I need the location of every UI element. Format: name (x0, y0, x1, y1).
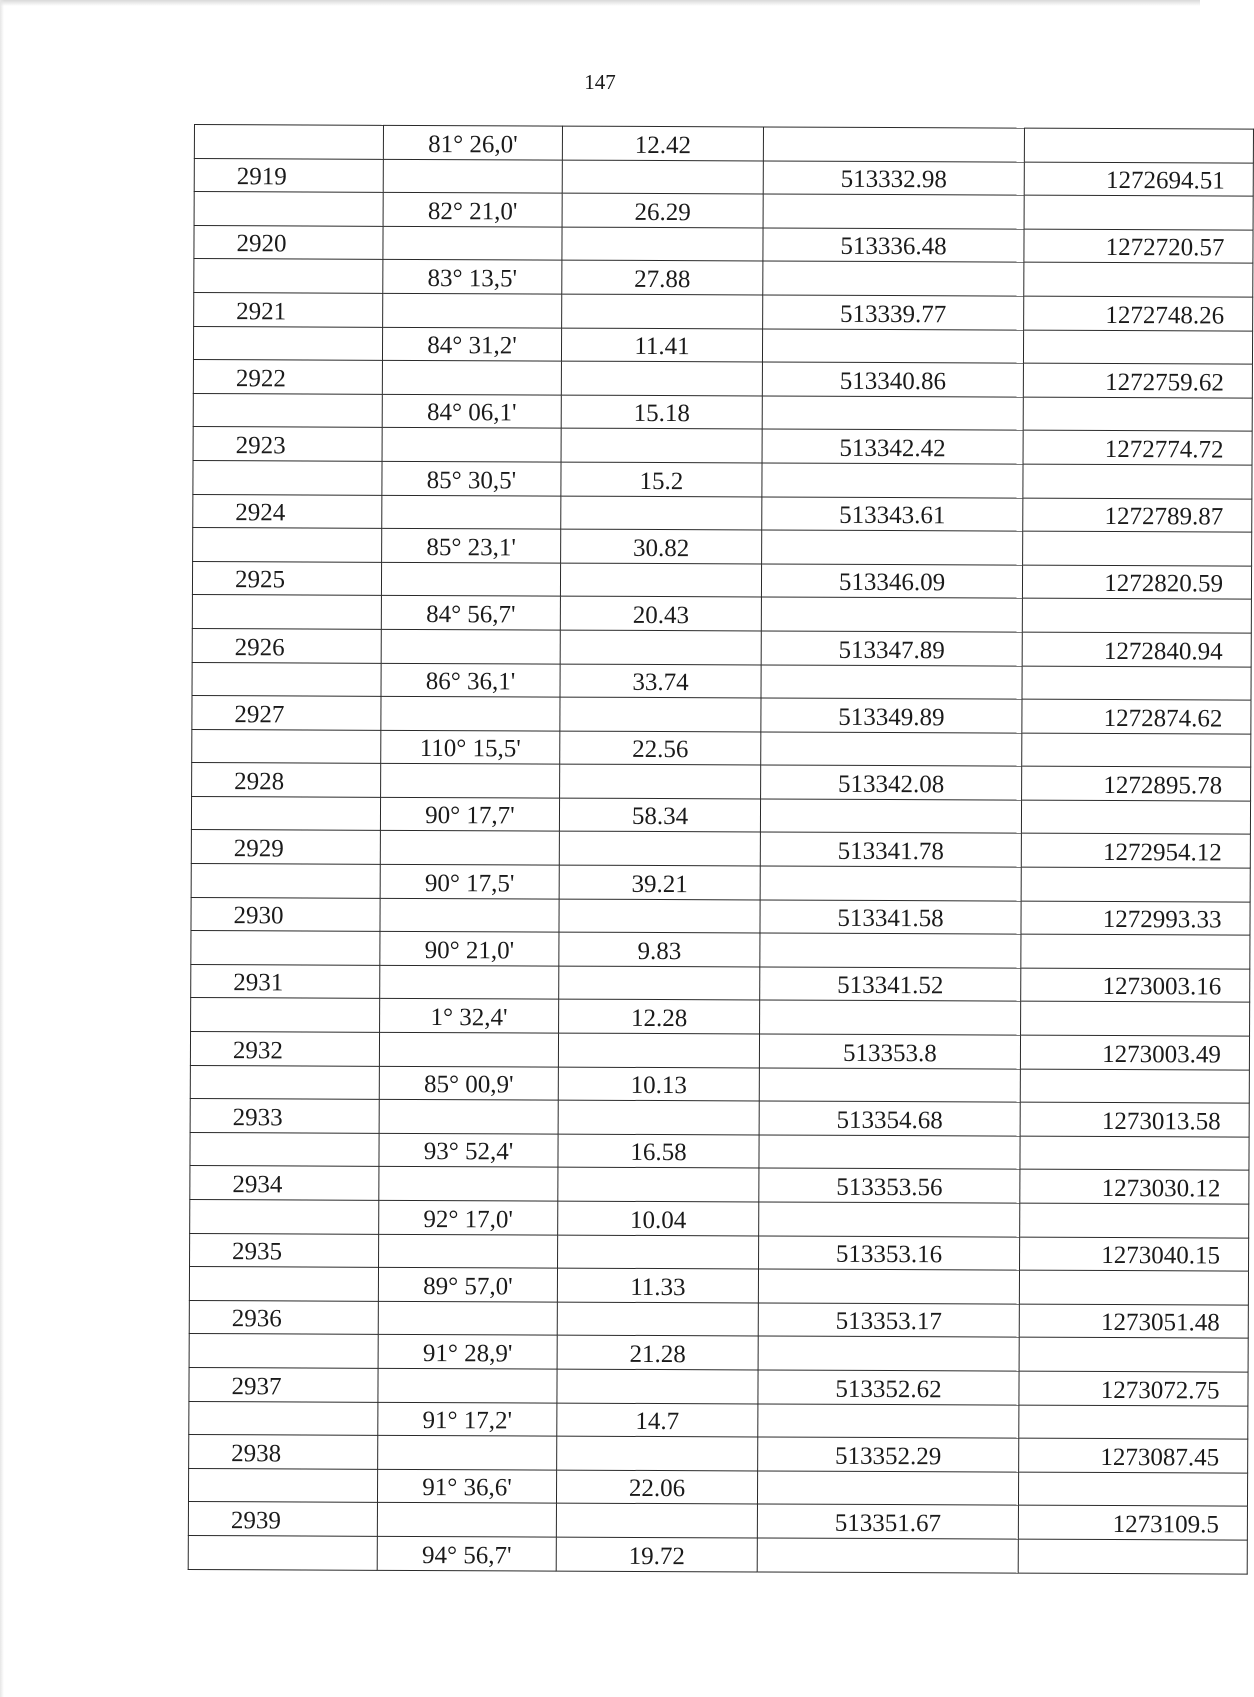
distance-cell: 14.7 (557, 1403, 758, 1437)
point-number-cell (191, 864, 380, 898)
table-row (193, 393, 1252, 431)
direction-angle-cell (382, 360, 561, 394)
y-coordinate-cell (1023, 397, 1252, 432)
y-coordinate-cell: 1272720.57 (1024, 229, 1253, 264)
point-number-cell (192, 729, 381, 763)
table-row (191, 931, 1250, 969)
distance-cell (558, 1033, 759, 1067)
table-row (194, 158, 1253, 196)
table-row (189, 1267, 1248, 1305)
x-coordinate-cell: 513341.52 (760, 967, 1021, 1002)
table-row (189, 1435, 1248, 1473)
direction-angle-cell: 110° 15,5' (381, 730, 560, 764)
table-row (191, 964, 1250, 1002)
direction-angle-cell (382, 428, 561, 462)
x-coordinate-cell (762, 530, 1023, 565)
distance-cell (558, 1168, 759, 1202)
y-coordinate-cell: 1272748.26 (1024, 296, 1253, 331)
point-number-cell: 2930 (191, 897, 380, 931)
direction-angle-cell: 94° 56,7' (377, 1536, 556, 1570)
point-number-cell: 2936 (189, 1300, 378, 1334)
point-number-cell: 2920 (194, 225, 383, 259)
y-coordinate-cell (1019, 1337, 1248, 1372)
direction-angle-cell: 86° 36,1' (381, 663, 560, 697)
y-coordinate-cell (1023, 330, 1252, 365)
table-row (190, 1099, 1249, 1137)
y-coordinate-cell: 1273013.58 (1020, 1102, 1249, 1137)
x-coordinate-cell (762, 329, 1023, 364)
distance-cell: 9.83 (559, 932, 760, 966)
distance-cell: 20.43 (560, 596, 761, 630)
direction-angle-cell (381, 562, 560, 596)
point-number-cell (190, 1199, 379, 1233)
x-coordinate-cell: 513346.09 (761, 564, 1022, 599)
x-coordinate-cell: 513339.77 (763, 295, 1024, 330)
y-coordinate-cell (1022, 666, 1251, 701)
direction-angle-cell (377, 1503, 556, 1537)
table-row (188, 1535, 1247, 1573)
x-coordinate-cell (759, 1135, 1020, 1170)
x-coordinate-cell (763, 261, 1024, 296)
y-coordinate-cell (1024, 262, 1253, 297)
direction-angle-cell: 81° 26,0' (383, 125, 562, 159)
point-number-cell: 2931 (191, 964, 380, 998)
x-coordinate-cell (763, 194, 1024, 229)
direction-angle-cell (379, 1032, 558, 1066)
distance-cell (557, 1302, 758, 1336)
distance-cell: 33.74 (560, 664, 761, 698)
distance-cell (559, 832, 760, 866)
y-coordinate-cell (1023, 464, 1252, 499)
y-coordinate-cell (1019, 1270, 1248, 1305)
x-coordinate-cell (758, 1336, 1019, 1371)
x-coordinate-cell (762, 463, 1023, 498)
distance-cell (562, 294, 763, 328)
distance-cell (562, 160, 763, 194)
y-coordinate-cell: 1273030.12 (1020, 1170, 1249, 1205)
table-row (194, 292, 1253, 330)
direction-angle-cell (379, 1167, 558, 1201)
table-row (194, 259, 1253, 297)
direction-angle-cell: 91° 17,2' (378, 1402, 557, 1436)
point-number-cell: 2921 (194, 292, 383, 326)
point-number-cell: 2925 (192, 561, 381, 595)
y-coordinate-cell: 1272820.59 (1022, 565, 1251, 600)
x-coordinate-cell: 513341.58 (760, 900, 1021, 935)
direction-angle-cell: 83° 13,5' (383, 260, 562, 294)
x-coordinate-cell (759, 1202, 1020, 1237)
y-coordinate-cell (1021, 800, 1250, 835)
table-row (191, 864, 1250, 902)
distance-cell: 58.34 (559, 798, 760, 832)
distance-cell (561, 361, 762, 395)
table-row (188, 1468, 1247, 1506)
direction-angle-cell: 85° 00,9' (379, 1066, 558, 1100)
distance-cell: 11.41 (561, 328, 762, 362)
table-row (192, 595, 1251, 633)
point-number-cell (189, 1267, 378, 1301)
distance-cell (560, 697, 761, 731)
distance-cell (560, 563, 761, 597)
distance-cell: 12.28 (559, 1000, 760, 1034)
distance-cell: 22.06 (556, 1470, 757, 1504)
x-coordinate-cell (758, 1269, 1019, 1304)
point-number-cell: 2934 (190, 1166, 379, 1200)
y-coordinate-cell: 1273051.48 (1019, 1304, 1248, 1339)
point-number-cell (188, 1468, 377, 1502)
y-coordinate-cell: 1272694.51 (1024, 162, 1253, 197)
y-coordinate-cell: 1272993.33 (1021, 901, 1250, 936)
point-number-cell: 2927 (192, 696, 381, 730)
point-number-cell: 2939 (188, 1502, 377, 1536)
x-coordinate-cell: 513353.17 (758, 1303, 1019, 1338)
x-coordinate-cell (763, 127, 1024, 162)
y-coordinate-cell: 1273003.49 (1020, 1035, 1249, 1070)
point-number-cell: 2938 (189, 1435, 378, 1469)
y-coordinate-cell (1018, 1539, 1247, 1574)
x-coordinate-cell (760, 933, 1021, 968)
direction-angle-cell: 93° 52,4' (379, 1133, 558, 1167)
direction-angle-cell: 84° 31,2' (382, 327, 561, 361)
direction-angle-cell: 85° 23,1' (382, 528, 561, 562)
distance-cell: 22.56 (560, 731, 761, 765)
table-row (191, 897, 1250, 935)
x-coordinate-cell (757, 1538, 1018, 1573)
x-coordinate-cell (760, 866, 1021, 901)
table-row (192, 628, 1251, 666)
table-row (188, 1502, 1247, 1540)
distance-cell (560, 764, 761, 798)
point-number-cell (190, 1065, 379, 1099)
scan-edge-left (0, 0, 4, 1697)
direction-angle-cell: 82° 21,0' (383, 193, 562, 227)
point-number-cell: 2924 (193, 494, 382, 528)
distance-cell: 19.72 (556, 1537, 757, 1571)
x-coordinate-cell (757, 1471, 1018, 1506)
distance-cell (558, 1100, 759, 1134)
table-row (192, 696, 1251, 734)
x-coordinate-cell: 513353.56 (759, 1168, 1020, 1203)
table-row (190, 1166, 1249, 1204)
distance-cell: 27.88 (562, 260, 763, 294)
y-coordinate-cell (1022, 733, 1251, 768)
table-row (189, 1334, 1248, 1372)
y-coordinate-cell: 1272895.78 (1022, 766, 1251, 801)
point-number-cell (193, 393, 382, 427)
direction-angle-cell (379, 1234, 558, 1268)
distance-cell (556, 1503, 757, 1537)
table-row (189, 1401, 1248, 1439)
point-number-cell: 2933 (190, 1099, 379, 1133)
point-number-cell (192, 662, 381, 696)
distance-cell: 30.82 (561, 529, 762, 563)
distance-cell (559, 899, 760, 933)
y-coordinate-cell: 1273087.45 (1019, 1438, 1248, 1473)
direction-angle-cell: 1° 32,4' (380, 999, 559, 1033)
x-coordinate-cell: 513347.89 (761, 631, 1022, 666)
table-row (191, 796, 1250, 834)
direction-angle-cell (381, 764, 560, 798)
page-number: 147 (584, 70, 616, 94)
direction-angle-cell: 91° 36,6' (377, 1469, 556, 1503)
point-number-cell: 2919 (194, 158, 383, 192)
direction-angle-cell (379, 1100, 558, 1134)
y-coordinate-cell (1021, 867, 1250, 902)
direction-angle-cell: 84° 56,7' (381, 596, 560, 630)
y-coordinate-cell (1018, 1472, 1247, 1507)
y-coordinate-cell (1023, 531, 1252, 566)
y-coordinate-cell (1024, 128, 1253, 163)
y-coordinate-cell: 1273109.5 (1018, 1505, 1247, 1540)
x-coordinate-cell: 513352.29 (758, 1437, 1019, 1472)
point-number-cell: 2922 (193, 360, 382, 394)
x-coordinate-cell (761, 664, 1022, 699)
distance-cell (561, 496, 762, 530)
table-row (191, 998, 1250, 1036)
distance-cell (559, 966, 760, 1000)
point-number-cell (194, 192, 383, 226)
x-coordinate-cell: 513353.8 (759, 1034, 1020, 1069)
direction-angle-cell (380, 898, 559, 932)
y-coordinate-cell: 1273003.16 (1021, 968, 1250, 1003)
point-number-cell (193, 326, 382, 360)
direction-angle-cell: 92° 17,0' (379, 1200, 558, 1234)
direction-angle-cell: 85° 30,5' (382, 461, 561, 495)
direction-angle-cell (378, 1435, 557, 1469)
coordinates-table-body (188, 125, 1253, 1574)
direction-angle-cell (380, 965, 559, 999)
point-number-cell: 2923 (193, 427, 382, 461)
x-coordinate-cell: 513351.67 (757, 1504, 1018, 1539)
x-coordinate-cell: 513342.42 (762, 429, 1023, 464)
x-coordinate-cell: 513352.62 (758, 1370, 1019, 1405)
x-coordinate-cell: 513342.08 (761, 765, 1022, 800)
distance-cell: 39.21 (559, 865, 760, 899)
distance-cell (560, 630, 761, 664)
direction-angle-cell (383, 226, 562, 260)
distance-cell: 10.04 (558, 1201, 759, 1235)
table-row (190, 1032, 1249, 1070)
table-row (194, 125, 1253, 163)
y-coordinate-cell (1021, 934, 1250, 969)
y-coordinate-cell (1024, 195, 1253, 230)
distance-cell: 10.13 (558, 1067, 759, 1101)
direction-angle-cell: 90° 21,0' (380, 932, 559, 966)
y-coordinate-cell: 1272789.87 (1023, 498, 1252, 533)
x-coordinate-cell: 513336.48 (763, 228, 1024, 263)
table-row (194, 225, 1253, 263)
x-coordinate-cell: 513353.16 (759, 1236, 1020, 1271)
table-row (191, 830, 1250, 868)
table-row (190, 1132, 1249, 1170)
point-number-cell (189, 1401, 378, 1435)
direction-angle-cell (383, 159, 562, 193)
distance-cell: 15.18 (561, 395, 762, 429)
x-coordinate-cell (760, 1000, 1021, 1035)
y-coordinate-cell: 1272954.12 (1021, 834, 1250, 869)
direction-angle-cell (378, 1368, 557, 1402)
x-coordinate-cell: 513332.98 (763, 161, 1024, 196)
x-coordinate-cell (761, 597, 1022, 632)
distance-cell: 15.2 (561, 462, 762, 496)
x-coordinate-cell: 513349.89 (761, 698, 1022, 733)
direction-angle-cell (381, 696, 560, 730)
point-number-cell: 2932 (190, 1032, 379, 1066)
distance-cell: 11.33 (557, 1268, 758, 1302)
direction-angle-cell: 91° 28,9' (378, 1335, 557, 1369)
point-number-cell (188, 1535, 377, 1569)
x-coordinate-cell (758, 1404, 1019, 1439)
point-number-cell (193, 460, 382, 494)
point-number-cell: 2926 (192, 628, 381, 662)
direction-angle-cell (378, 1301, 557, 1335)
table-row (193, 360, 1252, 398)
point-number-cell: 2935 (190, 1233, 379, 1267)
x-coordinate-cell (762, 396, 1023, 431)
distance-cell: 12.42 (562, 126, 763, 160)
direction-angle-cell (381, 629, 560, 663)
y-coordinate-cell (1022, 598, 1251, 633)
direction-angle-cell (380, 831, 559, 865)
direction-angle-cell: 84° 06,1' (382, 394, 561, 428)
y-coordinate-cell (1021, 1002, 1250, 1037)
scan-edge-top (0, 0, 1200, 6)
table-row (193, 494, 1252, 532)
table-row (194, 192, 1253, 230)
table-row (192, 561, 1251, 599)
x-coordinate-cell (761, 732, 1022, 767)
point-number-cell (194, 125, 383, 159)
point-number-cell (191, 998, 380, 1032)
point-number-cell (191, 931, 380, 965)
x-coordinate-cell: 513341.78 (760, 832, 1021, 867)
point-number-cell: 2928 (192, 763, 381, 797)
y-coordinate-cell: 1272874.62 (1022, 699, 1251, 734)
direction-angle-cell (382, 495, 561, 529)
direction-angle-cell: 89° 57,0' (378, 1268, 557, 1302)
y-coordinate-cell: 1272759.62 (1023, 363, 1252, 398)
distance-cell (562, 227, 763, 261)
table-row (190, 1233, 1249, 1271)
table-row (190, 1199, 1249, 1237)
distance-cell (557, 1369, 758, 1403)
table-row (189, 1300, 1248, 1338)
y-coordinate-cell: 1273072.75 (1019, 1371, 1248, 1406)
distance-cell: 26.29 (562, 193, 763, 227)
point-number-cell: 2937 (189, 1367, 378, 1401)
distance-cell (558, 1235, 759, 1269)
y-coordinate-cell (1020, 1136, 1249, 1171)
x-coordinate-cell: 513343.61 (762, 497, 1023, 532)
point-number-cell (192, 595, 381, 629)
direction-angle-cell (383, 293, 562, 327)
table-row (190, 1065, 1249, 1103)
distance-cell: 16.58 (558, 1134, 759, 1168)
point-number-cell (190, 1132, 379, 1166)
y-coordinate-cell (1020, 1203, 1249, 1238)
table-row (193, 460, 1252, 498)
x-coordinate-cell: 513354.68 (759, 1101, 1020, 1136)
direction-angle-cell: 90° 17,5' (380, 864, 559, 898)
y-coordinate-cell: 1273040.15 (1020, 1237, 1249, 1272)
table-row (189, 1367, 1248, 1405)
table-row (192, 763, 1251, 801)
table-row (193, 427, 1252, 465)
coordinates-table (188, 124, 1254, 1574)
distance-cell: 21.28 (557, 1335, 758, 1369)
x-coordinate-cell (759, 1068, 1020, 1103)
distance-cell (561, 428, 762, 462)
y-coordinate-cell: 1272840.94 (1022, 632, 1251, 667)
y-coordinate-cell (1020, 1069, 1249, 1104)
y-coordinate-cell (1019, 1405, 1248, 1440)
point-number-cell (189, 1334, 378, 1368)
point-number-cell: 2929 (191, 830, 380, 864)
table-row (193, 528, 1252, 566)
x-coordinate-cell: 513340.86 (762, 362, 1023, 397)
point-number-cell (194, 259, 383, 293)
point-number-cell (191, 796, 380, 830)
x-coordinate-cell (760, 799, 1021, 834)
point-number-cell (193, 528, 382, 562)
distance-cell (557, 1436, 758, 1470)
y-coordinate-cell: 1272774.72 (1023, 430, 1252, 465)
table-row (192, 729, 1251, 767)
direction-angle-cell: 90° 17,7' (380, 797, 559, 831)
table-row (193, 326, 1252, 364)
table-row (192, 662, 1251, 700)
